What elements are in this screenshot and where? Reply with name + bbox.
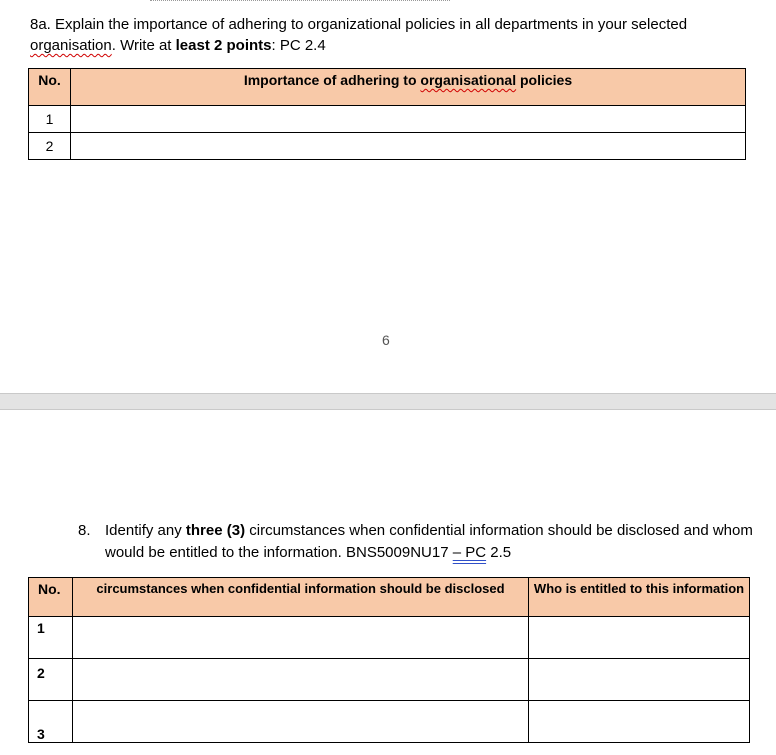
header-circumstances: circumstances when confidential information should be disclosed xyxy=(73,578,529,617)
clipped-previous-text xyxy=(150,0,450,3)
spellcheck-word[interactable]: organisation xyxy=(30,37,112,54)
list-number: 8. xyxy=(78,522,91,539)
header-importance: Importance of adhering to organisational policies xyxy=(71,69,746,106)
importance-table xyxy=(28,68,746,160)
circumstance-cell[interactable] xyxy=(73,617,529,659)
table-header-row xyxy=(29,578,750,617)
circumstance-cell[interactable] xyxy=(73,659,529,701)
header-no: No. xyxy=(29,578,73,617)
answer-cell[interactable] xyxy=(71,106,746,133)
spellcheck-grammar[interactable]: – PC xyxy=(452,544,487,561)
row-number: 3 xyxy=(29,701,73,743)
page-number: 6 xyxy=(382,332,390,348)
answer-cell[interactable] xyxy=(71,133,746,160)
header-no: No. xyxy=(29,69,71,106)
table-row xyxy=(29,659,750,701)
row-number: 2 xyxy=(29,659,73,701)
row-number: 2 xyxy=(29,133,71,160)
header-entitled: Who is entitled to this information xyxy=(529,578,750,617)
row-number: 1 xyxy=(29,106,71,133)
table-row xyxy=(29,617,750,659)
entitled-cell[interactable] xyxy=(529,617,750,659)
entitled-cell[interactable] xyxy=(529,659,750,701)
table-row xyxy=(29,133,746,160)
entitled-cell[interactable] xyxy=(529,701,750,743)
row-number: 1 xyxy=(29,617,73,659)
confidential-info-table xyxy=(28,577,750,743)
question-8: 8. Identify any three (3) circumstances when confidential information should be disclosed and whom would be entitled to the information. BNS5009NU17 – PC 2.5 xyxy=(78,522,753,561)
circumstance-cell[interactable] xyxy=(73,701,529,743)
question-8a: 8a. Explain the importance of adhering to organizational policies in all departments in your selected organisation. Write at least 2 points: PC 2.4 xyxy=(30,16,688,54)
table-header-row xyxy=(29,69,746,106)
table-row xyxy=(29,106,746,133)
page-break-gap xyxy=(0,393,776,410)
table-row xyxy=(29,701,750,743)
